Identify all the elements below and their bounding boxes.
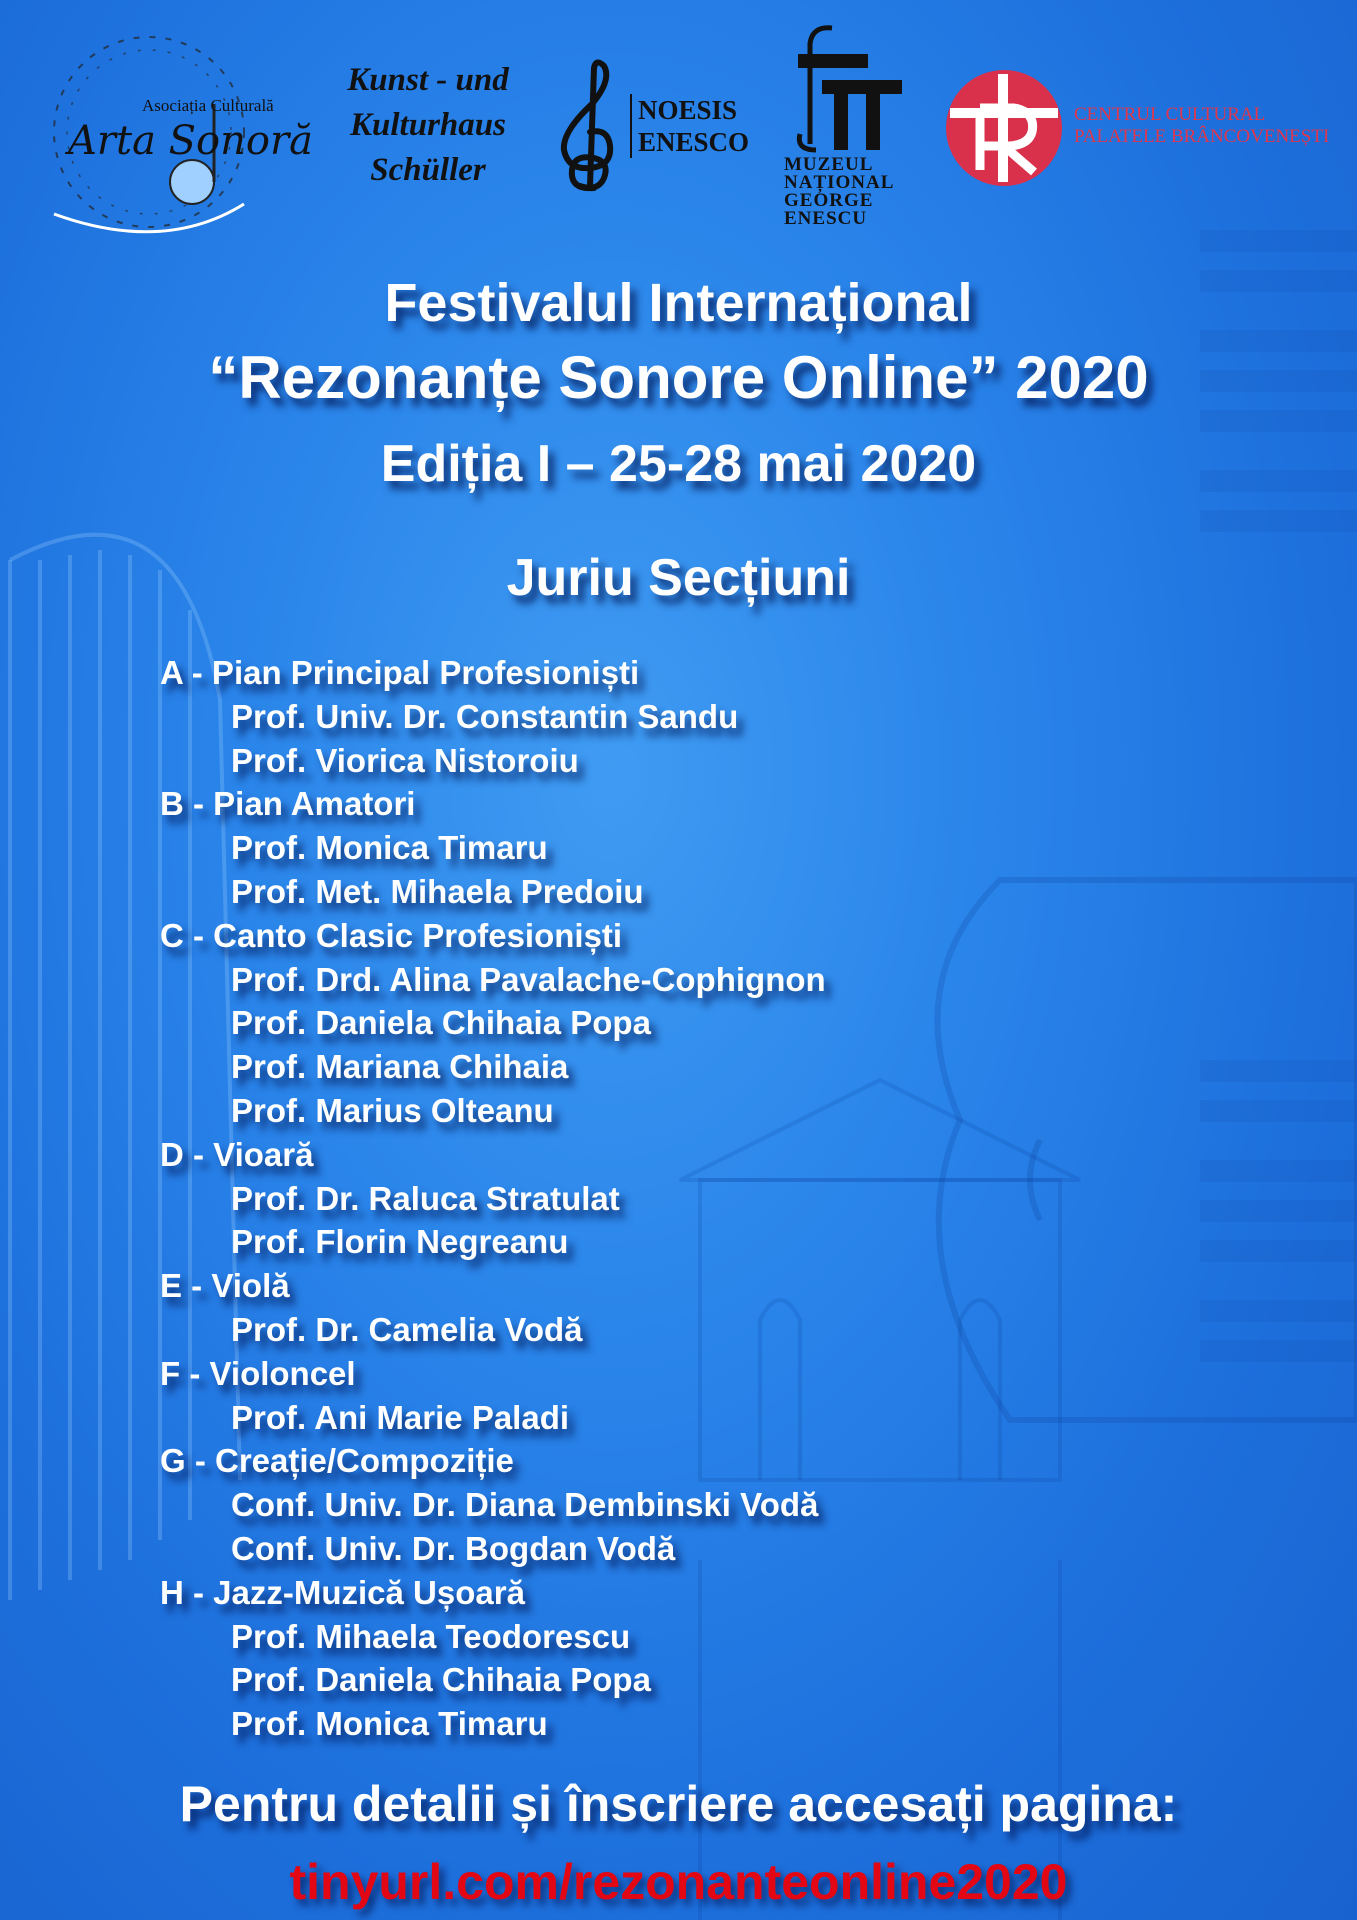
section-f	[160, 1352, 1260, 1440]
enescu-monogram-icon	[776, 24, 916, 156]
jury-member: Prof. Viorica Nistoroiu	[231, 741, 579, 779]
jury-sections-list	[160, 651, 1260, 1746]
festival-name: “Rezonanțe Sonore Online” 2020	[208, 344, 1149, 411]
noesis-line1: NOESIS	[638, 95, 738, 125]
registration-link[interactable]: tinyurl.com/rezonanteonline2020	[289, 1854, 1068, 1910]
jury-member: Prof. Dr. Camelia Vodă	[231, 1310, 583, 1348]
jury-member: Prof. Mariana Chihaia	[231, 1048, 569, 1086]
muzeul-enescu-logo	[776, 24, 916, 234]
centrul-cultural-logo	[944, 68, 1354, 198]
muzeul-line4: ENESCU	[784, 208, 868, 229]
muzeul-line2: NAȚIONAL	[784, 172, 895, 193]
section-g	[160, 1439, 1260, 1570]
jury-member: Prof. Monica Timaru	[231, 1705, 548, 1743]
section-c	[160, 914, 1260, 1133]
arta-sonora-name: Arta Sonoră	[68, 118, 313, 164]
kunst-line2: Kulturhaus	[350, 107, 506, 143]
jury-member: Prof. Daniela Chihaia Popa	[231, 1661, 651, 1699]
centrul-text	[1074, 104, 1329, 148]
festival-title: Festivalul Internațional	[384, 273, 973, 333]
section-heading: C - Canto Clasic Profesioniști	[160, 916, 623, 954]
jury-member: Prof. Univ. Dr. Constantin Sandu	[231, 697, 739, 735]
section-h	[160, 1571, 1260, 1746]
kunst-kulturhaus-logo	[318, 58, 538, 193]
arta-sonora-logo	[14, 14, 314, 244]
section-heading: G - Creație/Compoziție	[160, 1442, 514, 1480]
jury-member: Prof. Florin Negreanu	[231, 1223, 569, 1261]
muzeul-line1: MUZEUL	[784, 154, 874, 175]
section-b	[160, 782, 1260, 913]
jury-member: Prof. Ani Marie Paladi	[231, 1398, 570, 1436]
jury-member: Prof. Drd. Alina Pavalache-Cophignon	[231, 960, 826, 998]
jury-member: Conf. Univ. Dr. Diana Dembinski Vodă	[231, 1486, 819, 1524]
festival-edition: Ediția I – 25-28 mai 2020	[380, 435, 977, 493]
section-a	[160, 651, 1260, 782]
jury-member: Prof. Met. Mihaela Predoiu	[231, 872, 644, 910]
jury-member: Prof. Marius Olteanu	[231, 1091, 554, 1129]
section-e	[160, 1264, 1260, 1352]
footer-details-text: Pentru detalii și înscriere accesați pagina:	[179, 1776, 1178, 1832]
section-heading: E - Violă	[160, 1267, 290, 1305]
noesis-text	[630, 94, 749, 158]
centrul-line2: PALATELE BRÂNCOVENEȘTI	[1074, 126, 1330, 147]
kunst-line3: Schüller	[370, 152, 486, 188]
section-heading: D - Vioară	[160, 1135, 314, 1173]
section-heading: B - Pian Amatori	[160, 785, 416, 823]
section-d	[160, 1133, 1260, 1264]
treble-clef-icon	[550, 58, 630, 198]
section-heading: A - Pian Principal Profesioniști	[160, 654, 640, 691]
kunst-line1: Kunst - und	[347, 62, 509, 98]
jury-member: Conf. Univ. Dr. Bogdan Vodă	[231, 1529, 676, 1567]
jury-member: Prof. Dr. Raluca Stratulat	[231, 1179, 620, 1217]
jury-member: Prof. Monica Timaru	[231, 829, 548, 867]
muzeul-line3: GEORGE	[784, 190, 874, 211]
brancovenesti-seal-icon	[944, 68, 1064, 188]
noesis-enesco-logo	[550, 58, 760, 198]
jury-member: Prof. Mihaela Teodorescu	[231, 1617, 631, 1655]
centrul-line1: CENTRUL CULTURAL	[1074, 104, 1266, 125]
jury-heading: Juriu Secțiuni	[506, 549, 851, 607]
muzeul-text	[784, 156, 914, 228]
noesis-line2: ENESCO	[638, 127, 750, 157]
section-heading: H - Jazz-Muzică Ușoară	[160, 1573, 525, 1611]
arta-sonora-subtitle: Asociația Culturală	[142, 96, 274, 115]
section-heading: F - Violoncel	[160, 1354, 356, 1392]
jury-member: Prof. Daniela Chihaia Popa	[231, 1004, 651, 1042]
